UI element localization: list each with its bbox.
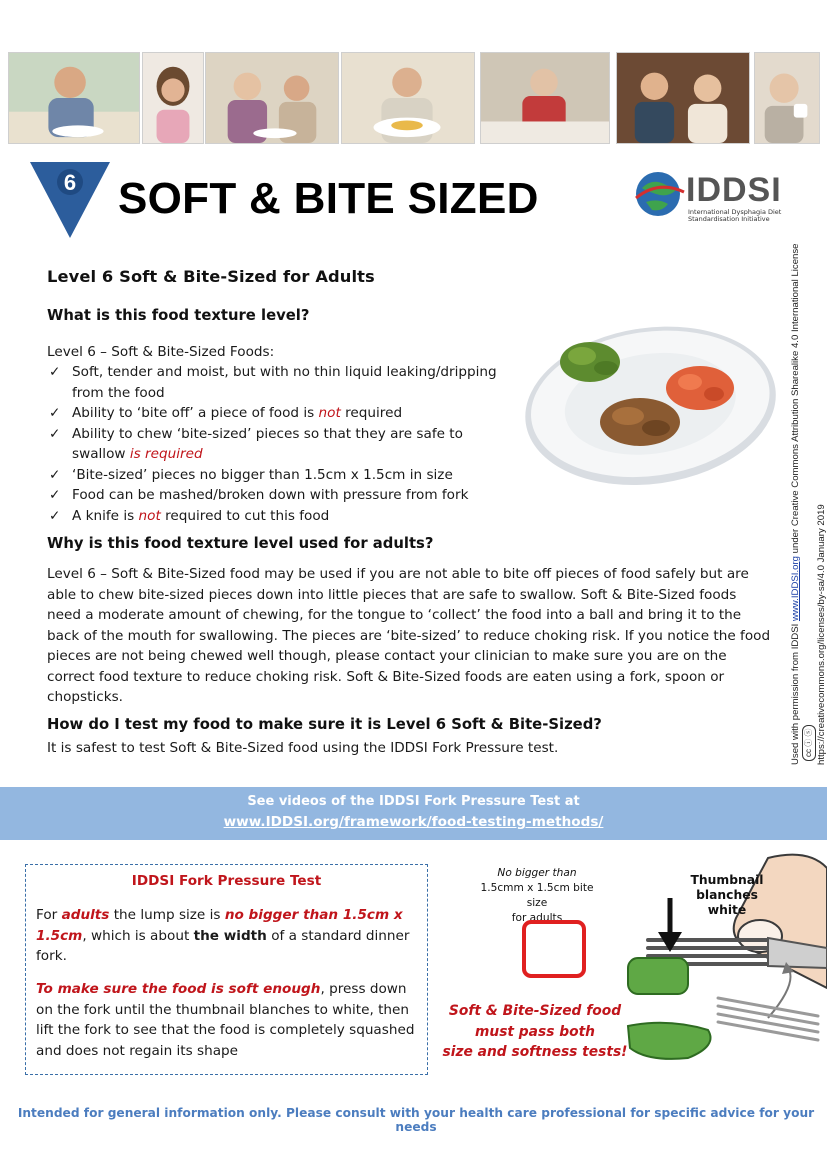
- level-number: 6: [63, 170, 77, 195]
- size-note: No bigger than 1.5cmm x 1.5cm bite size for adults: [480, 867, 594, 924]
- couple-eating-photo: [205, 52, 339, 144]
- license-text-1: Used with permission from IDDSI: [790, 623, 801, 765]
- list-item: ✓ Food can be mashed/broken down with pressure from fork: [47, 485, 507, 506]
- woman-eating-photo: [341, 52, 475, 144]
- thumbnail-blanches-label: Thumbnail blanches white: [690, 873, 764, 917]
- video-link[interactable]: www.IDDSI.org/framework/food-testing-methods/: [223, 814, 604, 830]
- bite-size-square-icon: [522, 920, 586, 978]
- list-item: ✓ ‘Bite-sized’ pieces no bigger than 1.5cm x 1.5cm in size: [47, 465, 507, 486]
- friends-dining-photo: [616, 52, 750, 144]
- checkmark-icon: ✓: [49, 507, 61, 524]
- soft-bite-sized-plate-photo: [518, 304, 780, 500]
- license-text-1b: under Creative Commons Attribution Sharealike 4.0 International License: [790, 243, 801, 554]
- license-link[interactable]: www.IDDSI.org: [790, 556, 801, 622]
- checkmark-icon: ✓: [49, 425, 61, 442]
- iddsi-logo-text: IDDSI: [686, 171, 782, 209]
- checkmark-icon: ✓: [49, 487, 61, 503]
- checkmark-icon: ✓: [49, 364, 61, 380]
- license-text-2: https://creativecommons.org/licenses/by-sa/4.0 January 2019: [816, 504, 827, 765]
- woman-drinking-photo: [754, 52, 820, 144]
- fork-pressure-test-box: [25, 864, 428, 1075]
- why-paragraph: Level 6 – Soft & Bite-Sized food may be used if you are not able to bite off pieces of food safely but are able to chew bite-sized pieces down into little pieces that are safe to swallow. Soft & Bite-Sized foods need a moderate amount of chewing, for the tongue to ‘collect’ the food into a ball and bring it to the back of the mouth for swallowing. The pieces are ‘bite-sized’ to reduce choking risk. If you notice the food pieces are not being chewed well though, please contact your clinician to make sure you are on the correct food texture to reduce choking risk. Soft & Bite-Sized foods are eaten using a fork, spoon or chopsticks.: [47, 566, 771, 705]
- question-how-test: How do I test my food to make sure it is Level 6 Soft & Bite-Sized?: [47, 716, 602, 733]
- list-item: ✓ Soft, tender and moist, but with no thin liquid leaking/dripping from the food: [49, 364, 497, 401]
- elderly-woman-meal-photo: [480, 52, 610, 144]
- license-notice: [790, 230, 827, 765]
- video-band-text: See videos of the IDDSI Fork Pressure Test at: [247, 794, 580, 809]
- must-pass-note: Soft & Bite-Sized food must pass both size and softness tests!: [442, 1003, 628, 1060]
- man-eating-photo: [8, 52, 140, 144]
- list-item: ✓ A knife is not required to cut this food: [47, 506, 507, 527]
- question-why-used: Why is this food texture level used for adults?: [47, 535, 434, 552]
- fork-test-softness-text: To make sure the food is soft enough, press down on the fork until the thumbnail blanches to white, then lift the fork to see that the food is completely squashed and does not regain its shape: [36, 981, 415, 1059]
- fork-test-title: IDDSI Fork Pressure Test: [131, 873, 322, 889]
- level-6-triangle-icon: [30, 160, 110, 240]
- iddsi-logo-subtitle: International Dysphagia Diet Standardisation Initiative: [688, 208, 782, 223]
- test-line: It is safest to test Soft & Bite-Sized food using the IDDSI Fork Pressure test.: [47, 740, 559, 756]
- intro-text: Level 6 – Soft & Bite-Sized Foods:: [47, 344, 275, 360]
- fork-test-size-text: For adults the lump size is no bigger than 1.5cm x 1.5cm, which is about the width of a standard dinner fork.: [36, 907, 410, 964]
- list-item: ✓ Ability to chew ‘bite-sized’ pieces so that they are safe to swallow is required: [49, 425, 463, 462]
- question-what-level: What is this food texture level?: [47, 307, 310, 324]
- girl-eating-photo: [142, 52, 204, 144]
- list-item: ✓ Ability to ‘bite off’ a piece of food is not required: [47, 403, 507, 424]
- page-title: SOFT & BITE SIZED: [118, 174, 539, 223]
- main-heading: Level 6 Soft & Bite-Sized for Adults: [47, 267, 375, 286]
- video-band: [0, 787, 827, 840]
- creative-commons-badge-icon: cc ⓘ ⓢ: [802, 725, 816, 761]
- checkmark-icon: ✓: [49, 405, 61, 421]
- criteria-list: [47, 362, 507, 526]
- footer-disclaimer: Intended for general information only. Please consult with your health care professional for specific advice for your needs: [17, 1106, 815, 1134]
- checkmark-icon: ✓: [49, 466, 61, 483]
